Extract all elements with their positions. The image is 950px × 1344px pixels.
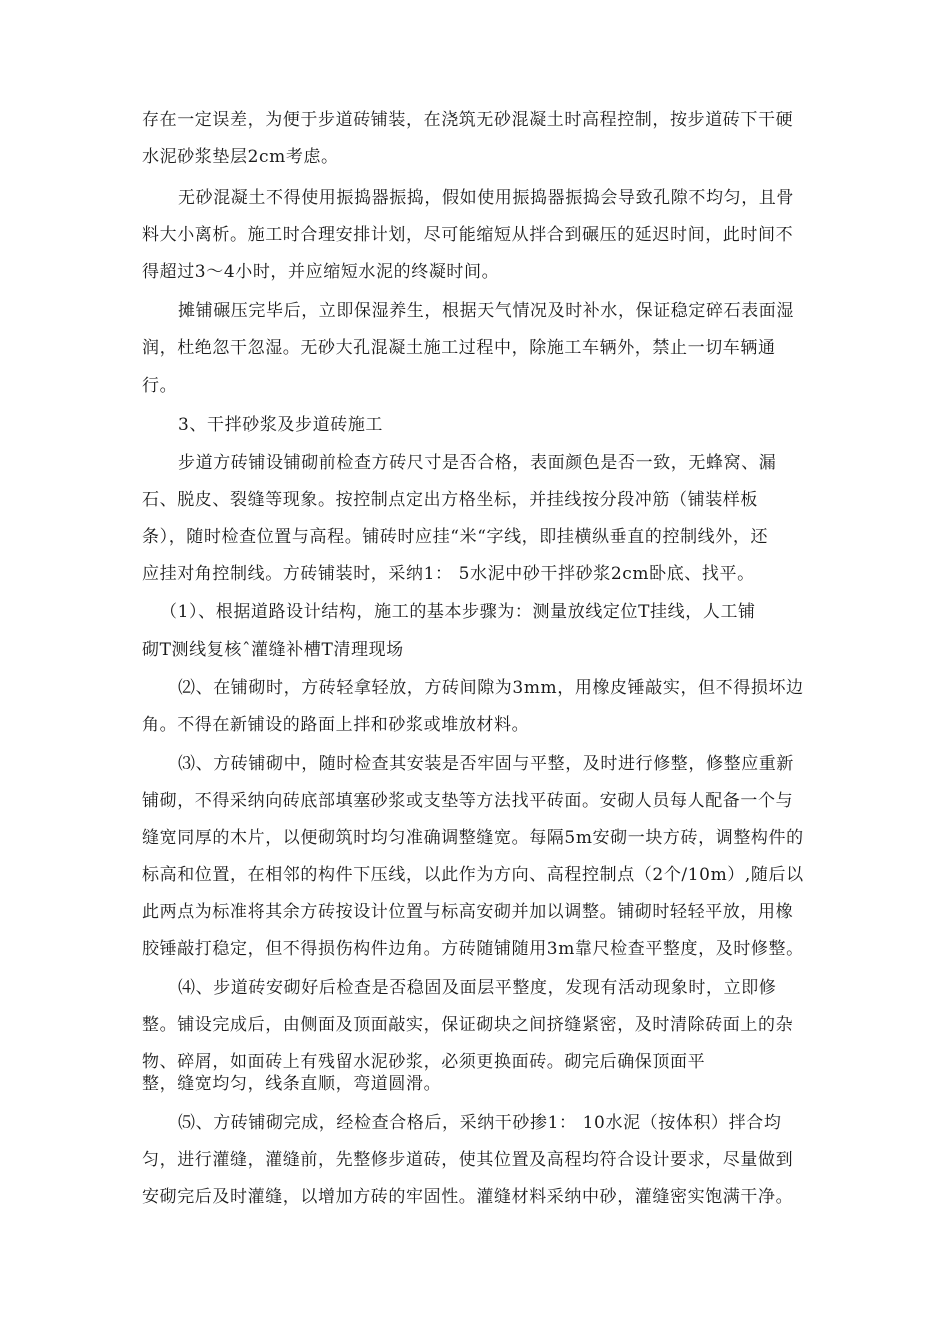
text-line: 整，缝宽均匀，线条直顺，弯道圆滑。 [142, 1074, 442, 1094]
text-line: 润，杜绝忽干忽湿。无砂大孔混凝土施工过程中，除施工车辆外，禁止一切车辆通 [142, 338, 776, 358]
text-line: 水泥砂浆垫层2cm考虑。 [142, 147, 339, 167]
text-line: ⑵、在铺砌时，方砖轻拿轻放，方砖间隙为3mm，用橡皮锤敲实，但不得损坏边 [178, 678, 804, 698]
text-line: 摊铺碾压完毕后，立即保湿养生，根据天气情况及时补水，保证稳定碎石表面湿 [178, 301, 794, 321]
text-line: 料大小离析。施工时合理安排计划，尽可能缩短从拌合到碾压的延迟时间，此时间不 [142, 225, 794, 245]
text-line: 条），随时检查位置与高程。铺砖时应挂“米“字线，即挂横纵垂直的控制线外，还 [142, 527, 769, 547]
text-line: 得超过3〜4小时，并应缩短水泥的终凝时间。 [142, 262, 500, 282]
text-line: 砌T测线复核ˆ灌缝补槽T清理现场 [142, 640, 404, 660]
text-line: 存在一定误差，为便于步道砖铺装，在浇筑无砂混凝土时高程控制，按步道砖下干硬 [142, 110, 794, 130]
section-heading: 3、干拌砂浆及步道砖施工 [178, 415, 384, 435]
text-line: 标高和位置，在相邻的构件下压线，以此作为方向、高程控制点（2个/10m）,随后以 [142, 865, 804, 885]
text-line: 行。 [142, 376, 178, 396]
text-line: 匀，进行灌缝，灌缝前，先整修步道砖，使其位置及高程均符合设计要求，尽量做到 [142, 1150, 794, 1170]
text-line: 整。铺设完成后，由侧面及顶面敲实，保证砌块之间挤缝紧密，及时清除砖面上的杂 [142, 1015, 794, 1035]
text-line: 步道方砖铺设铺砌前检查方砖尺寸是否合格，表面颜色是否一致，无蜂窝、漏 [178, 453, 777, 473]
text-line: 石、脱皮、裂缝等现象。按控制点定出方格坐标，并挂线按分段冲筋（铺装样板 [142, 490, 758, 510]
text-line: 角。不得在新铺设的路面上拌和砂浆或堆放材料。 [142, 715, 530, 735]
text-line: ⑸、方砖铺砌完成，经检查合格后，采纳干砂掺1： 10水泥（按体积）拌合均 [178, 1113, 782, 1133]
text-line: 缝宽同厚的木片，以便砌筑时均匀准确调整缝宽。每隔5m安砌一块方砖，调整构件的 [142, 828, 804, 848]
text-line: （1）、根据道路设计结构，施工的基本步骤为：测量放线定位T挂线，人工铺 [160, 602, 756, 622]
text-line: ⑷、步道砖安砌好后检查是否稳固及面层平整度，发现有活动现象时，立即修 [178, 978, 777, 998]
text-line: 安砌完后及时灌缝，以增加方砖的牢固性。灌缝材料采纳中砂，灌缝密实饱满干净。 [142, 1187, 794, 1207]
text-line: 此两点为标准将其余方砖按设计位置与标高安砌并加以调整。铺砌时轻轻平放，用橡 [142, 902, 794, 922]
text-line: 应挂对角控制线。方砖铺装时，采纳1： 5水泥中砂干拌砂浆2cm卧底、找平。 [142, 564, 755, 584]
text-line: ⑶、方砖铺砌中，随时检查其安装是否牢固与平整，及时进行修整，修整应重新 [178, 754, 794, 774]
text-line: 无砂混凝土不得使用振捣器振捣，假如使用振捣器振捣会导致孔隙不均匀，且骨 [178, 188, 794, 208]
text-line: 物、碎屑，如面砖上有残留水泥砂浆，必须更换面砖。砌完后确保顶面平 [142, 1052, 706, 1072]
text-line: 胶锤敲打稳定，但不得损伤构件边角。方砖随铺随用3m靠尺检查平整度，及时修整。 [142, 939, 804, 959]
text-line: 铺砌，不得采纳向砖底部填塞砂浆或支垫等方法找平砖面。安砌人员每人配备一个与 [142, 791, 794, 811]
